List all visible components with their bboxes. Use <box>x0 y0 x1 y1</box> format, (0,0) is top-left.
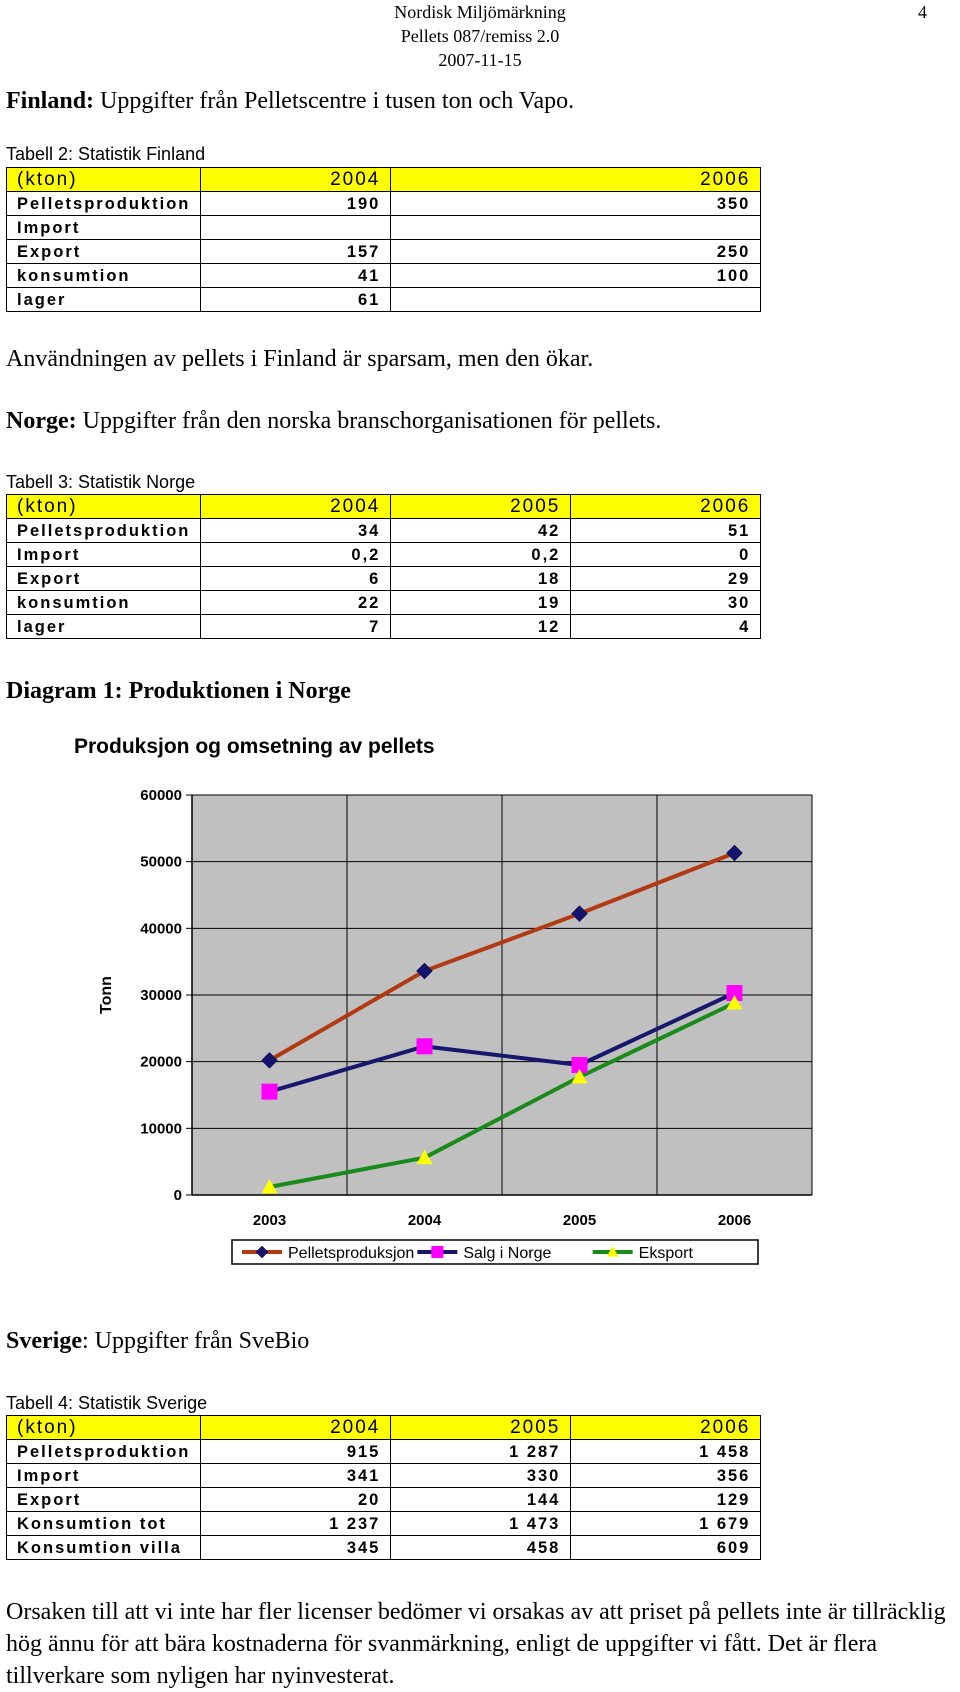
row-label: Export <box>7 567 201 591</box>
table-cell: 129 <box>571 1488 761 1512</box>
table-cell: 42 <box>391 519 571 543</box>
table-cell <box>391 216 761 240</box>
y-tick-label: 30000 <box>140 987 182 1004</box>
closing-paragraph: Orsaken till att vi inte har fler licenser bedömer vi orsakas av att priset på pellets inte är tillräcklig hög ännu för att bära kostnaderna för svanmärkning, enligt de uppgifter vi fått. Det är flera tillverkare som nyligen har nyinvesterat. <box>6 1599 946 1689</box>
header-cell: (kton) <box>7 495 201 519</box>
table-cell: 22 <box>201 591 391 615</box>
table-row <box>7 1440 761 1464</box>
legend-label: Salg i Norge <box>463 1245 552 1262</box>
finland-table-caption: Tabell 2: Statistik Finland <box>6 144 206 164</box>
table-row <box>7 1536 761 1560</box>
table-row <box>7 519 761 543</box>
table-row <box>7 288 761 312</box>
production-chart <box>60 725 830 1280</box>
table-cell: 18 <box>391 567 571 591</box>
header-cell: 2004 <box>201 168 391 192</box>
table-cell: 1 237 <box>201 1512 391 1536</box>
header-cell: 2004 <box>201 495 391 519</box>
table-cell: 1 458 <box>571 1440 761 1464</box>
header-doc-id: Pellets 087/remiss 2.0 <box>400 26 560 46</box>
header-cell: 2005 <box>391 1416 571 1440</box>
header-cell: 2005 <box>391 495 571 519</box>
table-cell: 30 <box>571 591 761 615</box>
sverige-statistics-table <box>6 1415 761 1560</box>
header-date: 2007-11-15 <box>438 50 522 70</box>
x-tick-label: 2006 <box>717 1212 752 1229</box>
table-row <box>7 567 761 591</box>
row-label: Pelletsproduktion <box>7 1440 201 1464</box>
finland-statistics-table <box>6 167 761 312</box>
table-row <box>7 192 761 216</box>
y-tick-label: 60000 <box>140 787 182 804</box>
y-tick-label: 0 <box>173 1187 182 1204</box>
page-number: 4 <box>918 2 927 22</box>
table-cell: 609 <box>571 1536 761 1560</box>
table-cell: 100 <box>391 264 761 288</box>
norge-table-caption: Tabell 3: Statistik Norge <box>6 472 196 492</box>
table-cell: 190 <box>201 192 391 216</box>
row-label: lager <box>7 615 201 639</box>
data-point <box>262 1084 278 1100</box>
finland-heading <box>6 86 574 116</box>
row-label: Import <box>7 216 201 240</box>
table-header-row <box>7 168 761 192</box>
table-cell: 915 <box>201 1440 391 1464</box>
norge-label: Norge: <box>6 408 77 434</box>
table-cell: 4 <box>571 615 761 639</box>
legend-marker <box>431 1246 443 1258</box>
table-cell: 144 <box>391 1488 571 1512</box>
finland-label: Finland: <box>6 88 95 114</box>
table-header-row <box>7 1416 761 1440</box>
table-cell: 341 <box>201 1464 391 1488</box>
y-tick-label: 50000 <box>140 853 182 871</box>
legend-label: Eksport <box>638 1245 693 1262</box>
header-cell: 2004 <box>201 1416 391 1440</box>
table-cell: 157 <box>201 240 391 264</box>
row-label: Konsumtion villa <box>7 1536 201 1560</box>
table-row <box>7 1464 761 1488</box>
header-cell: 2006 <box>391 168 761 192</box>
table-cell: 0,2 <box>391 543 571 567</box>
table-cell: 20 <box>201 1488 391 1512</box>
table-row <box>7 216 761 240</box>
table-row <box>7 1488 761 1512</box>
row-label: Import <box>7 1464 201 1488</box>
finland-note: Användningen av pellets i Finland är sparsam, men den ökar. <box>6 346 594 372</box>
x-tick-label: 2003 <box>252 1212 287 1229</box>
finland-source-text: Uppgifter från Pelletscentre i tusen ton och Vapo. <box>94 88 575 114</box>
table-cell: 34 <box>201 519 391 543</box>
table-cell: 29 <box>571 567 761 591</box>
table-row <box>7 240 761 264</box>
y-tick-label: 20000 <box>140 1053 182 1071</box>
norge-statistics-table <box>6 494 761 639</box>
table-cell: 1 287 <box>391 1440 571 1464</box>
sverige-table-caption: Tabell 4: Statistik Sverige <box>6 1393 208 1413</box>
x-tick-label: 2005 <box>562 1212 597 1229</box>
table-cell: 458 <box>391 1536 571 1560</box>
table-row <box>7 1512 761 1536</box>
norge-heading <box>6 406 661 436</box>
table-header-row <box>7 495 761 519</box>
table-row <box>7 543 761 567</box>
sverige-heading <box>6 1326 309 1356</box>
row-label: konsumtion <box>7 264 201 288</box>
chart-title: Produksjon og omsetning av pellets <box>74 735 435 758</box>
row-label: Export <box>7 1488 201 1512</box>
y-axis-label: Tonn <box>98 976 115 1014</box>
table-cell: 19 <box>391 591 571 615</box>
header-cell: (kton) <box>7 1416 201 1440</box>
header-cell: 2006 <box>571 495 761 519</box>
table-cell: 250 <box>391 240 761 264</box>
data-point <box>417 1038 433 1054</box>
row-label: konsumtion <box>7 591 201 615</box>
table-cell: 350 <box>391 192 761 216</box>
table-cell: 330 <box>391 1464 571 1488</box>
table-cell: 1 679 <box>571 1512 761 1536</box>
table-cell: 61 <box>201 288 391 312</box>
row-label: lager <box>7 288 201 312</box>
table-row <box>7 615 761 639</box>
row-label: Export <box>7 240 201 264</box>
table-cell: 0,2 <box>201 543 391 567</box>
table-cell: 7 <box>201 615 391 639</box>
table-cell <box>391 288 761 312</box>
table-cell: 345 <box>201 1536 391 1560</box>
table-cell: 6 <box>201 567 391 591</box>
row-label: Pelletsproduktion <box>7 192 201 216</box>
row-label: Import <box>7 543 201 567</box>
y-tick-label: 40000 <box>140 920 182 938</box>
table-cell: 356 <box>571 1464 761 1488</box>
table-cell: 12 <box>391 615 571 639</box>
table-row <box>7 264 761 288</box>
sverige-source-text: : Uppgifter från SveBio <box>81 1328 310 1354</box>
legend-label: Pelletsproduksjon <box>288 1245 415 1262</box>
table-cell: 1 473 <box>391 1512 571 1536</box>
table-row <box>7 591 761 615</box>
diagram-title: Diagram 1: Produktionen i Norge <box>6 678 351 704</box>
x-tick-label: 2004 <box>407 1212 442 1229</box>
y-tick-label: 10000 <box>140 1120 182 1138</box>
table-cell: 51 <box>571 519 761 543</box>
header-cell: (kton) <box>7 168 201 192</box>
row-label: Konsumtion tot <box>7 1512 201 1536</box>
header-org: Nordisk Miljömärkning <box>394 2 566 22</box>
row-label: Pelletsproduktion <box>7 519 201 543</box>
table-cell: 0 <box>571 543 761 567</box>
table-cell: 41 <box>201 264 391 288</box>
table-cell <box>201 216 391 240</box>
norge-source-text: Uppgifter från den norska branschorganisationen för pellets. <box>76 408 662 434</box>
header-cell: 2006 <box>571 1416 761 1440</box>
sverige-label: Sverige <box>6 1328 82 1354</box>
